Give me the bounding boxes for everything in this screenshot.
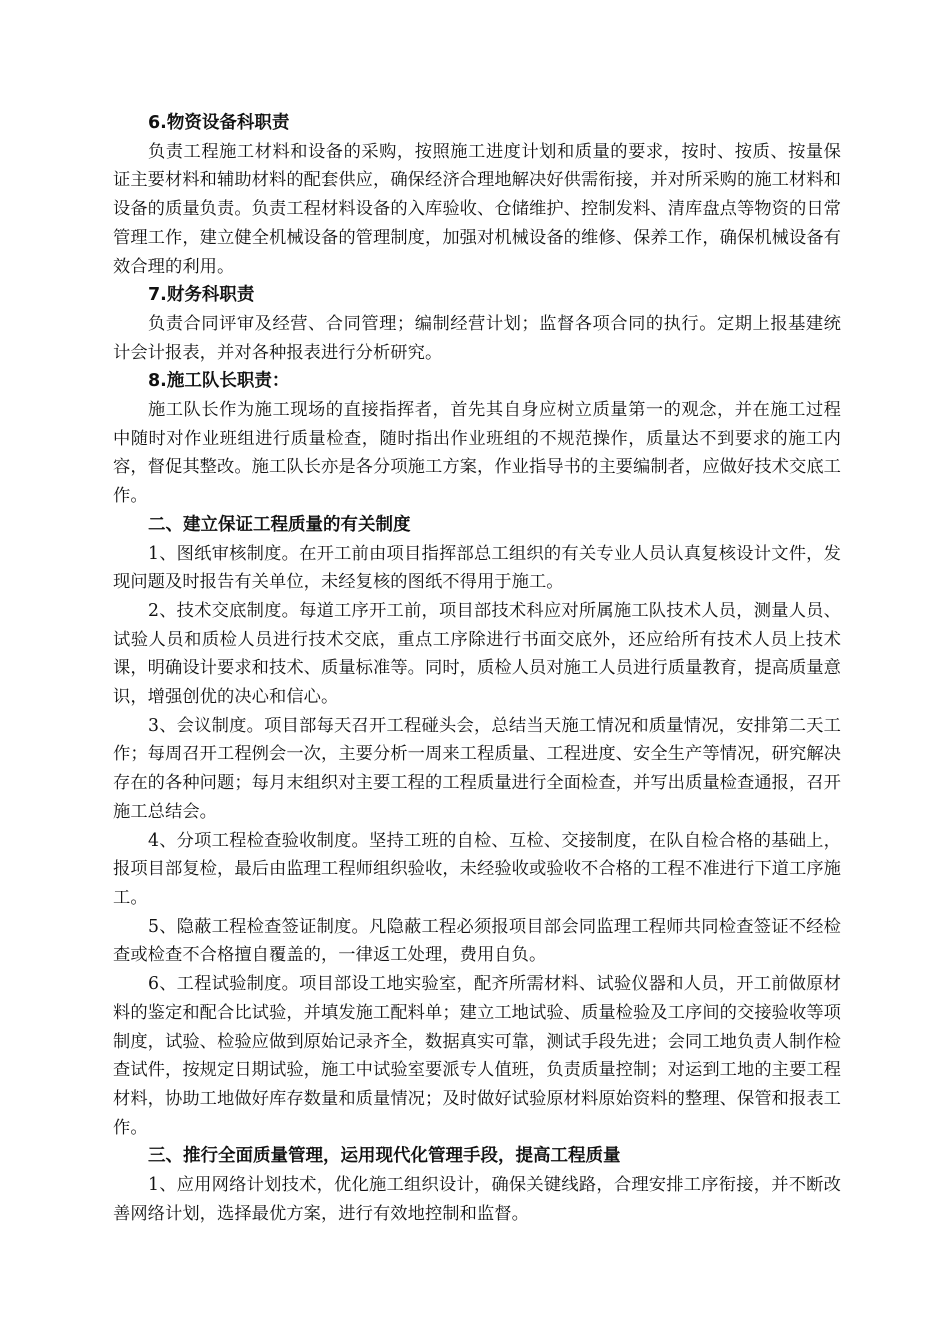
para-finance-dept: 负责合同评审及经营、合同管理；编制经营计划；监督各项合同的执行。定期上报基建统计会计报表，并对各种报表进行分析研究。 <box>113 313 841 363</box>
para-network-plan: 1、应用网络计划技术，优化施工组织设计，确保关键线路，合理安排工序衔接，并不断改善网络计划，选择最优方案，进行有效地控制和监督。 <box>113 1175 841 1224</box>
para-drawing-review: 1、图纸审核制度。在开工前由项目指挥部总工组织的有关专业人员认真复核设计文件，发现问题及时报告有关单位，未经复核的图纸不得用于施工。 <box>113 543 841 593</box>
document-body <box>113 109 841 1228</box>
heading-materials-dept: 6.物资设备科职责 <box>148 113 290 133</box>
para-concealed-works: 5、隐蔽工程检查签证制度。凡隐蔽工程必须报项目部会同监理工程师共同检查签证不经检查或检查不合格擅自覆盖的，一律返工处理，费用自负。 <box>113 916 841 966</box>
para-acceptance: 4、分项工程检查验收制度。坚持工班的自检、互检、交接制度，在队自检合格的基础上，报项目部复检，最后由监理工程师组织验收，未经验收或验收不合格的工程不准进行下道工序施工。 <box>113 830 841 908</box>
para-materials-dept: 负责工程施工材料和设备的采购，按照施工进度计划和质量的要求，按时、按质、按量保证主要材料和辅助材料的配套供应，确保经济合理地解决好供需衔接，并对所采购的施工材料和设备的质量负责。负责工程材料设备的入库验收、仓储维护、控制发料、清库盘点等物资的日常管理工作，建立健全机械设备的管理制度，加强对机械设备的维修、保养工作，确保机械设备有效合理的利用。 <box>113 141 841 277</box>
heading-finance-dept: 7.财务科职责 <box>148 285 255 306</box>
para-tech-briefing: 2、技术交底制度。每道工序开工前，项目部技术科应对所属施工队技术人员，测量人员、试验人员和质检人员进行技术交底，重点工序除进行书面交底外，还应给所有技术人员上技术课，明确设计要求和技术、质量标准等。同时，质检人员对施工人员进行质量教育，提高质量意识，增强创优的决心和信心。 <box>113 600 841 708</box>
para-meetings: 3、会议制度。项目部每天召开工程碰头会，总结当天施工情况和质量情况，安排第二天工作；每周召开工程例会一次，主要分析一周来工程质量、工程进度、安全生产等情况，研究解决存在的各种问题；每月末组织对主要工程的工程质量进行全面检查，并写出质量检查通报，召开施工总结会。 <box>113 715 841 822</box>
heading-section-3: 三、推行全面质量管理，运用现代化管理手段，提高工程质量 <box>148 1146 621 1167</box>
heading-team-leader: 8.施工队长职责： <box>148 371 290 392</box>
para-team-leader: 施工队长作为施工现场的直接指挥者，首先其自身应树立质量第一的观念，并在施工过程中随时对作业班组进行质量检查，随时指出作业班组的不规范操作，质量达不到要求的施工内容，督促其整改。施工队长亦是各分项施工方案，作业指导书的主要编制者，应做好技术交底工作。 <box>113 400 841 507</box>
heading-section-2: 二、建立保证工程质量的有关制度 <box>148 514 411 535</box>
para-testing: 6、工程试验制度。项目部设工地实验室，配齐所需材料、试验仪器和人员，开工前做原材料的鉴定和配合比试验，并填发施工配料单；建立工地试验、质量检验及工序间的交接验收等项制度，试验、检验应做到原始记录齐全，数据真实可靠，测试手段先进；会同工地负责人制作检查试件，按规定日期试验，施工中试验室要派专人值班，负责质量控制；对运到工地的主要工程材料，协助工地做好库存数量和质量情况；及时做好试验原材料原始资料的整理、保管和报表工作。 <box>113 974 841 1138</box>
